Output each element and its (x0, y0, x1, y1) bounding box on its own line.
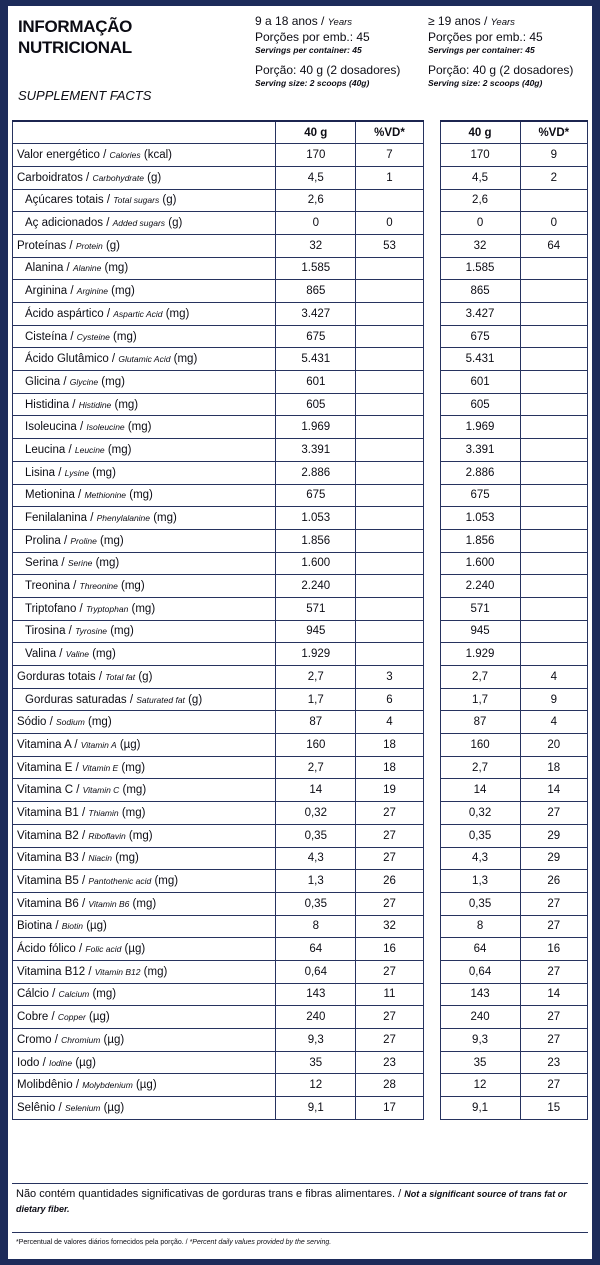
dv-b: 4 (520, 666, 587, 689)
amount-b: 0 (440, 212, 520, 235)
group-a-servings: Porções por emb.: 45 (255, 30, 370, 44)
group-a-servings-en: Servings per container: 45 (255, 45, 362, 55)
amount-b: 1,3 (440, 870, 520, 893)
dv-a: 27 (356, 1029, 423, 1052)
amount-a: 32 (276, 234, 356, 257)
nutrient-label: Vitamina B1 / Thiamin (mg) (13, 802, 276, 825)
amount-a: 1.856 (276, 529, 356, 552)
table-row (13, 144, 588, 167)
amount-b: 9,3 (440, 1029, 520, 1052)
nutrient-label: Vitamina B2 / Riboflavin (mg) (13, 824, 276, 847)
dv-b: 26 (520, 870, 587, 893)
nutrient-label: Prolina / Proline (mg) (13, 529, 276, 552)
dv-a: 18 (356, 734, 423, 757)
dv-a (356, 257, 423, 280)
group-b-age: ≥ 19 anos / Years (428, 14, 515, 28)
table-row (13, 1006, 588, 1029)
amount-a: 9,1 (276, 1097, 356, 1120)
dv-b: 16 (520, 938, 587, 961)
dv-a (356, 189, 423, 212)
table-row (13, 1074, 588, 1097)
nutrient-label: Valina / Valine (mg) (13, 643, 276, 666)
amount-a: 8 (276, 915, 356, 938)
amount-a: 571 (276, 597, 356, 620)
amount-a: 64 (276, 938, 356, 961)
table-row (13, 938, 588, 961)
amount-a: 160 (276, 734, 356, 757)
amount-b: 865 (440, 280, 520, 303)
amount-a: 143 (276, 983, 356, 1006)
dv-a (356, 439, 423, 462)
dv-b (520, 189, 587, 212)
dv-b (520, 507, 587, 530)
dv-a (356, 371, 423, 394)
dv-a: 1 (356, 166, 423, 189)
amount-a: 14 (276, 779, 356, 802)
dv-a: 6 (356, 688, 423, 711)
amount-a: 2,7 (276, 756, 356, 779)
table-row (13, 960, 588, 983)
dv-a: 27 (356, 824, 423, 847)
table-row (13, 166, 588, 189)
dv-a: 16 (356, 938, 423, 961)
table-row (13, 779, 588, 802)
group-b-info (428, 14, 592, 89)
dv-b (520, 575, 587, 598)
table-row (13, 824, 588, 847)
dv-b (520, 393, 587, 416)
table-row (13, 439, 588, 462)
table-row (13, 847, 588, 870)
dv-a (356, 348, 423, 371)
amount-a: 9,3 (276, 1029, 356, 1052)
amount-b: 675 (440, 325, 520, 348)
nutrient-label: Proteínas / Protein (g) (13, 234, 276, 257)
dv-b: 27 (520, 915, 587, 938)
table-row (13, 234, 588, 257)
footer-note: Não contém quantidades significativas de gorduras trans e fibras alimentares. / Not a significant source of trans fat or dietary fiber. (16, 1188, 567, 1214)
amount-b: 143 (440, 983, 520, 1006)
dv-b: 20 (520, 734, 587, 757)
table-row (13, 189, 588, 212)
nutrient-label: Tirosina / Tyrosine (mg) (13, 620, 276, 643)
amount-b: 675 (440, 484, 520, 507)
table-row (13, 529, 588, 552)
nutrient-label: Vitamina B3 / Niacin (mg) (13, 847, 276, 870)
dv-a: 3 (356, 666, 423, 689)
dv-b (520, 529, 587, 552)
nutrient-label: Selênio / Selenium (µg) (13, 1097, 276, 1120)
table-row (13, 1029, 588, 1052)
amount-b: 1,7 (440, 688, 520, 711)
amount-b: 2,7 (440, 666, 520, 689)
dv-a (356, 393, 423, 416)
amount-b: 2.886 (440, 461, 520, 484)
amount-b: 2,7 (440, 756, 520, 779)
table-row (13, 257, 588, 280)
nutrient-label: Triptofano / Tryptophan (mg) (13, 597, 276, 620)
amount-a: 2,6 (276, 189, 356, 212)
dv-b: 64 (520, 234, 587, 257)
dv-a: 11 (356, 983, 423, 1006)
amount-b: 1.600 (440, 552, 520, 575)
amount-b: 605 (440, 393, 520, 416)
amount-b: 1.969 (440, 416, 520, 439)
amount-a: 945 (276, 620, 356, 643)
amount-b: 571 (440, 597, 520, 620)
table-row (13, 280, 588, 303)
dv-a: 27 (356, 802, 423, 825)
dv-b (520, 280, 587, 303)
group-a-age: 9 a 18 anos / Years (255, 14, 353, 28)
table-header-row (13, 121, 588, 144)
table-row (13, 915, 588, 938)
table-row (13, 870, 588, 893)
table-row (13, 1051, 588, 1074)
amount-b: 1.929 (440, 643, 520, 666)
dv-b (520, 303, 587, 326)
nutrient-label: Ácido fólico / Folic acid (µg) (13, 938, 276, 961)
dv-b (520, 484, 587, 507)
nutrient-label: Cisteína / Cysteine (mg) (13, 325, 276, 348)
nutrient-label: Molibdênio / Molybdenium (µg) (13, 1074, 276, 1097)
amount-a: 865 (276, 280, 356, 303)
dv-b: 9 (520, 144, 587, 167)
dv-a (356, 529, 423, 552)
amount-b: 0,64 (440, 960, 520, 983)
table-row (13, 461, 588, 484)
amount-a: 12 (276, 1074, 356, 1097)
amount-a: 1.053 (276, 507, 356, 530)
amount-b: 64 (440, 938, 520, 961)
dv-b: 14 (520, 779, 587, 802)
amount-a: 2.240 (276, 575, 356, 598)
amount-b: 12 (440, 1074, 520, 1097)
dv-a: 7 (356, 144, 423, 167)
amount-b: 0,35 (440, 892, 520, 915)
amount-a: 4,3 (276, 847, 356, 870)
dv-b: 29 (520, 824, 587, 847)
amount-a: 1.929 (276, 643, 356, 666)
amount-b: 35 (440, 1051, 520, 1074)
amount-a: 0,35 (276, 824, 356, 847)
amount-b: 170 (440, 144, 520, 167)
amount-a: 675 (276, 484, 356, 507)
dv-b (520, 597, 587, 620)
table-row (13, 325, 588, 348)
table-row (13, 393, 588, 416)
footer-divider (12, 1183, 588, 1184)
table-row (13, 892, 588, 915)
table-row (13, 688, 588, 711)
nutrient-label: Vitamina A / Vitamin A (µg) (13, 734, 276, 757)
label-header (8, 6, 592, 118)
dv-b: 18 (520, 756, 587, 779)
dv-a: 0 (356, 212, 423, 235)
dv-b: 29 (520, 847, 587, 870)
amount-b: 160 (440, 734, 520, 757)
nutrient-label: Valor energético / Calories (kcal) (13, 144, 276, 167)
footer-dv-note: *Percentual de valores diários fornecidos pela porção. / *Percent daily values provided by the serving. (16, 1239, 332, 1246)
dv-b (520, 461, 587, 484)
amount-a: 3.391 (276, 439, 356, 462)
dv-b: 4 (520, 711, 587, 734)
amount-b: 601 (440, 371, 520, 394)
nutrient-label: Gorduras saturadas / Saturated fat (g) (13, 688, 276, 711)
table-row (13, 734, 588, 757)
dv-a: 26 (356, 870, 423, 893)
amount-a: 1,3 (276, 870, 356, 893)
table-row (13, 597, 588, 620)
dv-b: 0 (520, 212, 587, 235)
amount-b: 14 (440, 779, 520, 802)
nutrient-label: Fenilalanina / Phenylalanine (mg) (13, 507, 276, 530)
amount-b: 240 (440, 1006, 520, 1029)
amount-b: 945 (440, 620, 520, 643)
dv-a (356, 303, 423, 326)
dv-b (520, 348, 587, 371)
dv-b: 2 (520, 166, 587, 189)
label-title (18, 16, 132, 58)
dv-b: 23 (520, 1051, 587, 1074)
amount-b: 3.391 (440, 439, 520, 462)
dv-a (356, 643, 423, 666)
dv-a: 27 (356, 960, 423, 983)
dv-a: 23 (356, 1051, 423, 1074)
amount-a: 4,5 (276, 166, 356, 189)
amount-a: 35 (276, 1051, 356, 1074)
footer-divider-2 (12, 1232, 588, 1233)
table-row (13, 371, 588, 394)
dv-a: 53 (356, 234, 423, 257)
dv-a: 17 (356, 1097, 423, 1120)
dv-b: 27 (520, 1074, 587, 1097)
amount-a: 1.585 (276, 257, 356, 280)
amount-a: 605 (276, 393, 356, 416)
amount-b: 1.856 (440, 529, 520, 552)
title-line-2: NUTRICIONAL (18, 38, 132, 57)
dv-a (356, 325, 423, 348)
col-amount-b: 40 g (440, 121, 520, 144)
dv-b: 9 (520, 688, 587, 711)
nutrient-label: Vitamina B5 / Pantothenic acid (mg) (13, 870, 276, 893)
table-row (13, 212, 588, 235)
dv-a (356, 416, 423, 439)
dv-a: 4 (356, 711, 423, 734)
nutrient-label: Cálcio / Calcium (mg) (13, 983, 276, 1006)
amount-b: 4,5 (440, 166, 520, 189)
nutrient-label: Alanina / Alanine (mg) (13, 257, 276, 280)
dv-a (356, 575, 423, 598)
nutrient-label: Arginina / Arginine (mg) (13, 280, 276, 303)
table-row (13, 802, 588, 825)
nutrient-label: Aç adicionados / Added sugars (g) (13, 212, 276, 235)
dv-a: 28 (356, 1074, 423, 1097)
nutrient-label: Serina / Serine (mg) (13, 552, 276, 575)
amount-a: 2,7 (276, 666, 356, 689)
dv-a: 27 (356, 1006, 423, 1029)
subtitle: SUPPLEMENT FACTS (18, 88, 152, 103)
amount-b: 9,1 (440, 1097, 520, 1120)
dv-a: 27 (356, 892, 423, 915)
nutrient-label: Ácido aspártico / Aspartic Acid (mg) (13, 303, 276, 326)
amount-a: 2.886 (276, 461, 356, 484)
table-row (13, 416, 588, 439)
table-row (13, 1097, 588, 1120)
dv-a (356, 484, 423, 507)
amount-a: 675 (276, 325, 356, 348)
table-row (13, 711, 588, 734)
table-row (13, 666, 588, 689)
nutrient-label: Cobre / Copper (µg) (13, 1006, 276, 1029)
amount-a: 601 (276, 371, 356, 394)
table-row (13, 575, 588, 598)
nutrient-label: Histidina / Histidine (mg) (13, 393, 276, 416)
amount-a: 5.431 (276, 348, 356, 371)
nutrition-table (12, 120, 588, 1120)
nutrient-label: Vitamina E / Vitamin E (mg) (13, 756, 276, 779)
dv-b (520, 371, 587, 394)
dv-a (356, 461, 423, 484)
group-a-info (255, 14, 420, 89)
title-line-1: INFORMAÇÃO (18, 17, 133, 36)
amount-a: 0,64 (276, 960, 356, 983)
amount-a: 1,7 (276, 688, 356, 711)
dv-b: 15 (520, 1097, 587, 1120)
nutrient-label: Isoleucina / Isoleucine (mg) (13, 416, 276, 439)
amount-a: 0 (276, 212, 356, 235)
col-dv-a: %VD* (356, 121, 423, 144)
group-b-portion-en: Serving size: 2 scoops (40g) (428, 78, 543, 88)
amount-b: 1.053 (440, 507, 520, 530)
amount-b: 2.240 (440, 575, 520, 598)
table-row (13, 983, 588, 1006)
amount-a: 240 (276, 1006, 356, 1029)
dv-b (520, 257, 587, 280)
dv-a: 18 (356, 756, 423, 779)
amount-a: 3.427 (276, 303, 356, 326)
nutrient-label: Vitamina B6 / Vitamin B6 (mg) (13, 892, 276, 915)
table-row (13, 507, 588, 530)
amount-b: 8 (440, 915, 520, 938)
dv-b: 27 (520, 1029, 587, 1052)
amount-b: 4,3 (440, 847, 520, 870)
nutrient-label: Vitamina B12 / Vitamin B12 (mg) (13, 960, 276, 983)
amount-a: 1.969 (276, 416, 356, 439)
dv-b (520, 643, 587, 666)
nutrient-label: Carboidratos / Carbohydrate (g) (13, 166, 276, 189)
table-row (13, 303, 588, 326)
dv-b: 27 (520, 892, 587, 915)
group-b-servings-en: Servings per container: 45 (428, 45, 535, 55)
nutrition-label (8, 6, 592, 1259)
dv-a (356, 552, 423, 575)
col-amount-a: 40 g (276, 121, 356, 144)
group-a-portion-en: Serving size: 2 scoops (40g) (255, 78, 370, 88)
group-a-portion: Porção: 40 g (2 dosadores) (255, 63, 401, 77)
amount-a: 87 (276, 711, 356, 734)
nutrient-label: Ácido Glutâmico / Glutamic Acid (mg) (13, 348, 276, 371)
amount-b: 87 (440, 711, 520, 734)
nutrient-label: Sódio / Sodium (mg) (13, 711, 276, 734)
dv-a (356, 280, 423, 303)
dv-a (356, 620, 423, 643)
dv-a (356, 507, 423, 530)
nutrient-label: Glicina / Glycine (mg) (13, 371, 276, 394)
dv-b (520, 552, 587, 575)
table-row (13, 552, 588, 575)
dv-b (520, 325, 587, 348)
amount-b: 5.431 (440, 348, 520, 371)
dv-a: 32 (356, 915, 423, 938)
nutrient-label: Gorduras totais / Total fat (g) (13, 666, 276, 689)
dv-b: 27 (520, 1006, 587, 1029)
nutrient-label: Iodo / Iodine (µg) (13, 1051, 276, 1074)
dv-a: 19 (356, 779, 423, 802)
amount-a: 1.600 (276, 552, 356, 575)
nutrient-label: Leucina / Leucine (mg) (13, 439, 276, 462)
group-b-portion: Porção: 40 g (2 dosadores) (428, 63, 574, 77)
dv-a (356, 597, 423, 620)
nutrient-label: Açúcares totais / Total sugars (g) (13, 189, 276, 212)
nutrient-label: Cromo / Chromium (µg) (13, 1029, 276, 1052)
amount-b: 1.585 (440, 257, 520, 280)
dv-b: 14 (520, 983, 587, 1006)
amount-a: 170 (276, 144, 356, 167)
dv-b (520, 620, 587, 643)
table-row (13, 620, 588, 643)
col-dv-b: %VD* (520, 121, 587, 144)
amount-a: 0,35 (276, 892, 356, 915)
group-b-servings: Porções por emb.: 45 (428, 30, 543, 44)
amount-b: 3.427 (440, 303, 520, 326)
nutrient-label: Metionina / Methionine (mg) (13, 484, 276, 507)
dv-b: 27 (520, 960, 587, 983)
dv-a: 27 (356, 847, 423, 870)
table-row (13, 484, 588, 507)
dv-b (520, 416, 587, 439)
amount-b: 32 (440, 234, 520, 257)
table-row (13, 756, 588, 779)
amount-a: 0,32 (276, 802, 356, 825)
nutrient-label: Lisina / Lysine (mg) (13, 461, 276, 484)
amount-b: 0,32 (440, 802, 520, 825)
nutrient-label: Biotina / Biotin (µg) (13, 915, 276, 938)
table-row (13, 643, 588, 666)
amount-b: 2,6 (440, 189, 520, 212)
dv-b: 27 (520, 802, 587, 825)
table-row (13, 348, 588, 371)
amount-b: 0,35 (440, 824, 520, 847)
nutrient-label: Treonina / Threonine (mg) (13, 575, 276, 598)
dv-b (520, 439, 587, 462)
nutrient-label: Vitamina C / Vitamin C (mg) (13, 779, 276, 802)
